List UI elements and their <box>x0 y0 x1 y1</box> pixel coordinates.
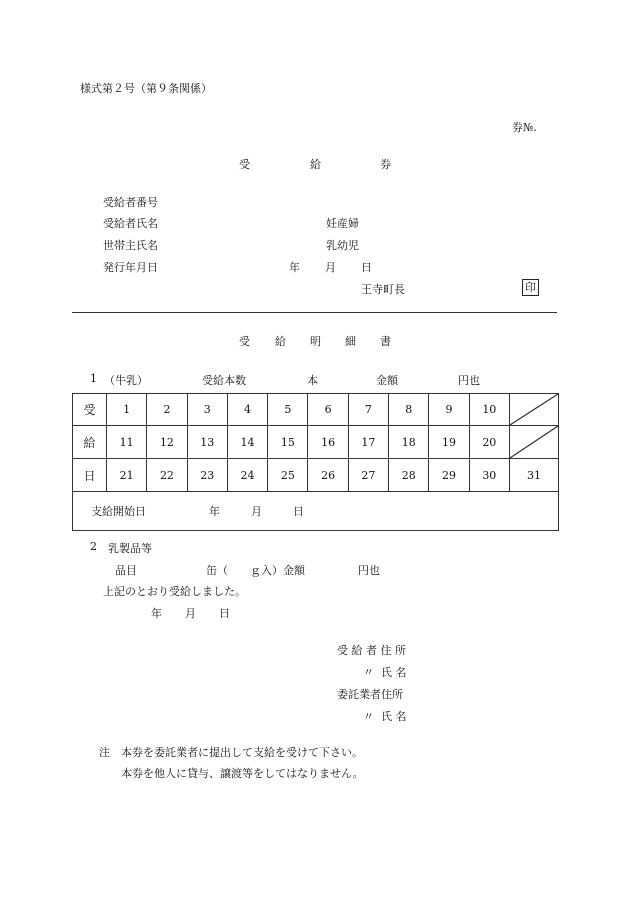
recipient-name-label: 受給者氏名 <box>103 217 158 230</box>
ticket-number-label: 券№. <box>512 121 537 134</box>
grid-row-2 <box>73 426 559 459</box>
contractor-name-sign-label: 氏 名 <box>381 710 407 723</box>
grid-day-cell: 17 <box>348 426 388 459</box>
grid-day-cell: 2 <box>147 394 187 426</box>
grid-void-cell <box>509 394 558 426</box>
grid-day-cell: 15 <box>268 426 308 459</box>
start-date-day: 日 <box>293 505 304 518</box>
sign-day: 日 <box>219 607 230 620</box>
grid-day-cell: 18 <box>389 426 429 459</box>
dairy-can-amount-label: 缶（ ｇ入）金額 <box>206 564 305 577</box>
grid-day-cell: 8 <box>389 394 429 426</box>
grid-day-cell: 31 <box>509 459 558 492</box>
milk-amount-label: 金額 <box>376 374 398 387</box>
grid-day-cell: 14 <box>227 426 267 459</box>
grid-day-cell: 27 <box>348 459 388 492</box>
grid-day-cell: 25 <box>268 459 308 492</box>
grid-day-cell: 3 <box>187 394 227 426</box>
dairy-section-label: 乳製品等 <box>108 542 152 555</box>
recipient-number-label: 受給者番号 <box>103 196 158 209</box>
grid-day-cell: 6 <box>308 394 348 426</box>
grid-day-cell: 19 <box>429 426 469 459</box>
householder-name-label: 世帯主氏名 <box>103 239 158 252</box>
contractor-address-label: 委託業者住所 <box>337 688 403 701</box>
grid-day-cell: 1 <box>107 394 147 426</box>
milk-section-number: 1 <box>90 372 97 385</box>
grid-day-cell: 24 <box>227 459 267 492</box>
grid-day-cell: 29 <box>429 459 469 492</box>
dairy-item-label: 品目 <box>115 564 137 577</box>
section-divider <box>72 312 557 313</box>
form-number: 様式第２号（第９条関係） <box>80 82 212 95</box>
grid-row-3 <box>73 459 559 492</box>
recipient-name-sign-label: 氏 名 <box>381 666 407 679</box>
grid-day-cell: 13 <box>187 426 227 459</box>
start-date-month: 月 <box>251 505 262 518</box>
grid-day-cell: 12 <box>147 426 187 459</box>
recipient-address-label: 受 給 者 住 所 <box>337 644 406 657</box>
grid-day-cell: 5 <box>268 394 308 426</box>
note-line-1: 本券を委託業者に提出して支給を受けて下さい。 <box>121 746 363 759</box>
grid-day-cell: 4 <box>227 394 267 426</box>
grid-day-cell: 26 <box>308 459 348 492</box>
detail-title-char-3: 明 <box>310 335 321 348</box>
milk-section-label: （牛乳） <box>104 374 148 387</box>
sign-year: 年 <box>151 607 162 620</box>
start-date-label: 支給開始日 <box>91 505 146 518</box>
grid-day-cell: 23 <box>187 459 227 492</box>
grid-day-cell: 10 <box>469 394 509 426</box>
note-mark: 注 <box>99 746 110 759</box>
delivery-day-grid <box>72 393 559 531</box>
issue-date-label: 発行年月日 <box>103 261 158 274</box>
milk-count-label: 受給本数 <box>202 374 246 387</box>
detail-title-char-4: 細 <box>345 335 356 348</box>
title-char-1: 受 <box>239 158 250 171</box>
issue-month: 月 <box>325 261 336 274</box>
detail-title-char-2: 給 <box>275 335 286 348</box>
note-line-2: 本券を他人に貸与、譲渡等をしてはなりません。 <box>121 767 364 780</box>
grid-day-cell: 11 <box>107 426 147 459</box>
issue-day: 日 <box>361 261 372 274</box>
milk-unit: 本 <box>307 374 318 387</box>
issuer-name: 王寺町長 <box>361 283 405 296</box>
milk-yen: 円也 <box>458 374 480 387</box>
grid-day-cell: 28 <box>389 459 429 492</box>
detail-title-char-5: 書 <box>380 335 391 348</box>
grid-side-label: 給 <box>73 426 107 459</box>
pregnant-label: 妊産婦 <box>326 217 359 230</box>
grid-day-cell: 9 <box>429 394 469 426</box>
sign-month: 月 <box>185 607 196 620</box>
start-date-cell <box>73 492 559 531</box>
grid-start-row <box>73 492 559 531</box>
title-char-2: 給 <box>310 158 321 171</box>
dairy-section-number: 2 <box>90 540 97 553</box>
title-char-3: 券 <box>380 158 391 171</box>
seal-mark: 印 <box>522 279 539 296</box>
dairy-yen: 円也 <box>358 564 380 577</box>
grid-day-cell: 22 <box>147 459 187 492</box>
grid-side-label: 日 <box>73 459 107 492</box>
grid-day-cell: 7 <box>348 394 388 426</box>
grid-void-cell <box>509 426 558 459</box>
ditto-mark-2: 〃 <box>363 710 374 723</box>
grid-side-label: 受 <box>73 394 107 426</box>
grid-day-cell: 20 <box>469 426 509 459</box>
infant-label: 乳幼児 <box>326 239 359 252</box>
issue-year: 年 <box>289 261 300 274</box>
detail-title-char-1: 受 <box>239 335 250 348</box>
grid-day-cell: 30 <box>469 459 509 492</box>
received-statement: 上記のとおり受給しました。 <box>103 585 246 598</box>
grid-row-1 <box>73 394 559 426</box>
start-date-year: 年 <box>209 505 220 518</box>
ditto-mark-1: 〃 <box>363 666 374 679</box>
grid-day-cell: 21 <box>107 459 147 492</box>
grid-day-cell: 16 <box>308 426 348 459</box>
